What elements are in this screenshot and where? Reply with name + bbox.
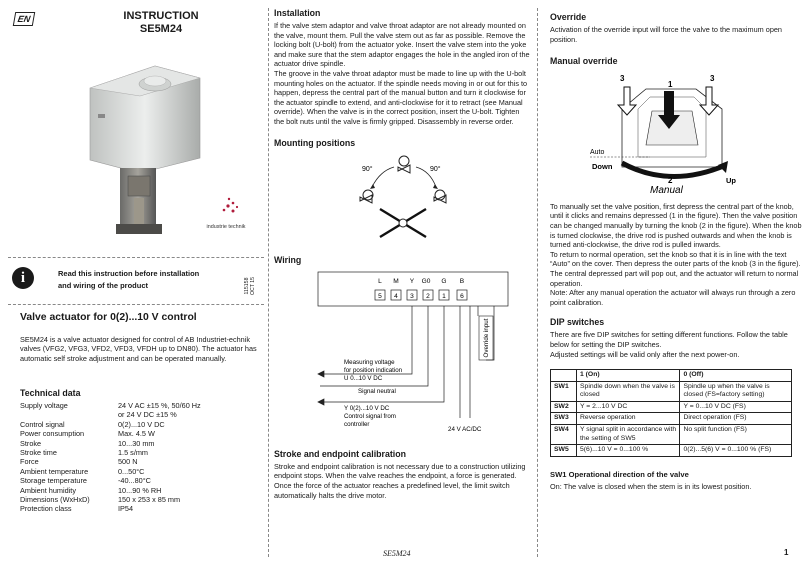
dip-row bbox=[551, 425, 792, 445]
page-number: 1 bbox=[784, 548, 789, 557]
tech-value: 150 x 253 x 85 mm bbox=[118, 494, 181, 504]
tech-row bbox=[20, 504, 260, 513]
control-label-3: controller bbox=[344, 421, 370, 429]
dip-switch: SW1 bbox=[551, 381, 577, 401]
mounting-diagram bbox=[274, 151, 530, 241]
terminal-number: 1 bbox=[442, 293, 446, 301]
tech-key: Stroke bbox=[20, 438, 42, 448]
terminal-number: 3 bbox=[410, 293, 414, 301]
svg-text:2: 2 bbox=[668, 176, 673, 186]
dip-col-on: 1 (On) bbox=[577, 370, 680, 382]
terminal-label: L bbox=[378, 278, 382, 286]
svg-text:3: 3 bbox=[620, 74, 625, 84]
dip-on: Y = 2...10 V DC bbox=[577, 401, 680, 413]
override-heading: Override bbox=[550, 12, 587, 22]
terminal-number: 5 bbox=[378, 293, 382, 301]
tech-row bbox=[20, 467, 260, 476]
tech-key: Storage temperature bbox=[20, 476, 87, 486]
dip-heading: DIP switches bbox=[550, 317, 605, 328]
dip-text-1: There are five DIP switches for setting different functions. Follow the table below for setting the DIP switches. bbox=[550, 330, 788, 349]
dip-row bbox=[551, 413, 792, 425]
tech-row bbox=[20, 486, 260, 495]
tech-row bbox=[20, 495, 260, 504]
dip-switch: SW3 bbox=[551, 413, 577, 425]
brand-logo bbox=[226, 204, 229, 207]
tech-row bbox=[20, 420, 260, 429]
tech-value: 10...90 % RH bbox=[118, 485, 162, 495]
terminal-label: G0 bbox=[421, 278, 431, 286]
manual-override-figure bbox=[550, 69, 802, 195]
valve-icon bbox=[360, 190, 373, 203]
tech-value: IP54 bbox=[118, 504, 134, 514]
dip-on: Y signal split in accordance with the setting of SW5 bbox=[577, 425, 680, 445]
tech-row bbox=[20, 410, 260, 419]
terminal-number: 2 bbox=[426, 293, 430, 301]
installation-text-2: The groove in the valve throat adaptor must be made to line up with the U-bolt mounting holes on the actuator. If the spindle needs moving in or out for this to happen, depress the central part of the manual button and turn it clockwise for the actuator spindle to extend, and anti-clockwise for it to retract (see Manual override). When the valve is in the correct position, insert the U-bolt. Tighten the bolt nuts until the valve is firmly gripped. Disassembly in reverse order. bbox=[274, 68, 528, 126]
stroke-heading: Stroke and endpoint calibration bbox=[274, 448, 406, 459]
dip-text-2: Adjusted settings will be valid only after the next power-on. bbox=[550, 349, 740, 359]
tech-key bbox=[20, 410, 118, 419]
terminal-label: B bbox=[459, 278, 465, 286]
dip-on: Reverse operation bbox=[577, 413, 680, 425]
column-divider bbox=[537, 8, 538, 557]
tech-row bbox=[20, 429, 260, 438]
svg-text:3: 3 bbox=[710, 74, 715, 84]
tech-row bbox=[20, 401, 260, 410]
tech-key: Dimensions (WxHxD) bbox=[20, 494, 90, 504]
intro-text: SE5M24 is a valve actuator designed for control of AB Industriet-echnik valves (VFG2, VFG3, VFD2, VFD3, VFDH up to DN80). The actuator has automatic self stroke adjustment and can be operated manually. bbox=[20, 334, 257, 363]
dip-switch: SW4 bbox=[551, 425, 577, 445]
installation-text-1: If the valve stem adaptor and valve throat adaptor are not already mounted on the valve, mount them. Pull the valve stem out as far as possible. Remove the locking bolt (U-bolt) from the actuator yoke. Insert the valve stem into the yoke and make sure that the stem adaptor engages the hole in the angled iron of the actuator drive spindle. bbox=[274, 21, 530, 69]
measure-label-2: for position indication bbox=[344, 367, 403, 375]
tech-value: or 24 V DC ±15 % bbox=[118, 410, 177, 420]
valve-icon bbox=[434, 190, 446, 203]
terminal-number: 6 bbox=[460, 293, 464, 301]
dip-row bbox=[551, 401, 792, 413]
override-label: Override input bbox=[483, 318, 490, 358]
override-text: Activation of the override input will force the valve to the maximum open position. bbox=[550, 25, 782, 44]
dip-off: 0(2)...5(6) V = 0...100 % (FS) bbox=[680, 445, 792, 457]
document-title: INSTRUCTION SE5M24 bbox=[123, 10, 199, 35]
tech-key: Ambient temperature bbox=[20, 466, 89, 476]
intro-heading: Valve actuator for 0(2)...10 V control bbox=[20, 312, 197, 323]
dip-off: No split function (FS) bbox=[680, 425, 792, 445]
tech-value: 500 N bbox=[118, 457, 138, 467]
terminal-number: 4 bbox=[394, 293, 398, 301]
tech-value: 1.5 s/mm bbox=[118, 447, 149, 457]
tech-value: Max. 4.5 W bbox=[118, 429, 155, 439]
dip-col-off: 0 (Off) bbox=[680, 370, 792, 382]
supply-label: 24 V AC/DC bbox=[448, 426, 482, 434]
tech-value: 24 V AC ±15 %, 50/60 Hz bbox=[118, 401, 201, 410]
document-code: 115158 OCT 15 bbox=[244, 276, 256, 296]
svg-text:Down: Down bbox=[592, 162, 613, 172]
tech-heading: Technical data bbox=[20, 388, 81, 398]
measure-label-1: Measuring voltage bbox=[344, 359, 395, 367]
manual-text-3: Note: After any manual operation the actuator will always run through a zero point calibration. bbox=[550, 288, 796, 307]
svg-text:Up: Up bbox=[726, 176, 736, 186]
dip-on: Spindle down when the valve is closed bbox=[577, 381, 680, 401]
manual-text-2: To return to normal operation, set the knob so that it is in line with the text “Auto” on the cover. Then depress the outer parts of the knob (3 in the figure). The central depressed part will pop out, and the actuator will return to normal operation. bbox=[550, 249, 801, 288]
tech-key: Ambient humidity bbox=[20, 485, 76, 495]
wiring-diagram bbox=[274, 268, 530, 438]
notice-banner bbox=[8, 258, 264, 304]
terminal-label: M bbox=[393, 278, 399, 286]
dip-switch: SW2 bbox=[551, 401, 577, 413]
tech-key: Control signal bbox=[20, 419, 65, 429]
terminal-label: G bbox=[441, 278, 447, 286]
footer-model: SE5M24 bbox=[383, 549, 411, 558]
mounting-heading: Mounting positions bbox=[274, 137, 356, 148]
tech-value: 0...50°C bbox=[118, 466, 145, 476]
dip-on: 5(6)...10 V = 0...100 % bbox=[577, 445, 680, 457]
wiring-heading: Wiring bbox=[274, 255, 302, 266]
svg-text:Auto: Auto bbox=[590, 149, 605, 157]
sw1-text: On: The valve is closed when the stem is in its lowest position. bbox=[550, 481, 752, 491]
tech-key: Stroke time bbox=[20, 447, 57, 457]
info-icon: i bbox=[12, 267, 34, 289]
tech-row bbox=[20, 457, 260, 466]
tech-key: Protection class bbox=[20, 504, 72, 514]
technical-data bbox=[20, 388, 260, 514]
control-label-1: Y 0(2)...10 V DC bbox=[344, 405, 390, 413]
terminal-label: Y bbox=[409, 278, 415, 286]
dip-switch: SW5 bbox=[551, 445, 577, 457]
measure-label-3: U 0...10 V DC bbox=[344, 375, 383, 383]
brand-name: industrie technik bbox=[206, 224, 246, 230]
dip-row bbox=[551, 381, 792, 401]
notice-text: Read this instruction before installation and wiring of the product bbox=[58, 269, 200, 290]
column-divider bbox=[268, 8, 269, 557]
language-logo: EN bbox=[13, 12, 35, 26]
dip-off: Spindle up when the valve is closed (FS=factory setting) bbox=[680, 381, 792, 401]
dip-off: Y = 0...10 V DC (FS) bbox=[680, 401, 792, 413]
tech-key: Force bbox=[20, 457, 39, 467]
tech-value: 10...30 mm bbox=[118, 438, 155, 448]
sw1-heading: SW1 Operational direction of the valve bbox=[550, 469, 689, 479]
tech-row bbox=[20, 448, 260, 457]
tech-value: 0(2)...10 V DC bbox=[118, 419, 165, 429]
tech-key: Power consumption bbox=[20, 429, 85, 439]
svg-text:90°: 90° bbox=[430, 165, 441, 173]
svg-text:90°: 90° bbox=[362, 165, 373, 173]
dip-off: Direct operation (FS) bbox=[680, 413, 792, 425]
valve-icon bbox=[398, 156, 410, 173]
svg-text:Manual: Manual bbox=[650, 185, 683, 196]
tech-table bbox=[20, 401, 260, 514]
tech-key: Supply voltage bbox=[20, 401, 68, 410]
stroke-text: Stroke and endpoint calibration is not necessary due to a construction utilizing endpoint stops. When the valve reaches the endpoint, a force is generated. Once the force of the actuator reaches a predefined level, the limit switch automatically halts the drive motor. bbox=[274, 461, 526, 500]
column-right bbox=[550, 8, 802, 571]
control-label-2: Control signal from bbox=[344, 413, 396, 421]
installation-heading: Installation bbox=[274, 8, 321, 18]
manual-text-1: To manually set the valve position, first depress the central part of the knob, until it clicks and remains depressed (1 in the figure). Then the valve position can be changed manually by turning the knob (2 in the figure). When the knob is turned clockwise, the drive rod is pushed outwards and when the knob is turned anti-clockwise, the drive rod is pulled inwards. bbox=[550, 201, 802, 250]
tech-value: -40...80°C bbox=[118, 476, 151, 486]
manual-heading: Manual override bbox=[550, 56, 618, 67]
product-photo bbox=[60, 48, 260, 248]
neutral-label: Signal neutral bbox=[358, 388, 396, 396]
svg-text:1: 1 bbox=[668, 80, 673, 90]
column-middle bbox=[274, 8, 530, 571]
intro-section bbox=[20, 313, 260, 363]
dip-row bbox=[551, 445, 792, 457]
dip-table bbox=[550, 369, 792, 457]
tech-row bbox=[20, 439, 260, 448]
tech-row bbox=[20, 476, 260, 485]
